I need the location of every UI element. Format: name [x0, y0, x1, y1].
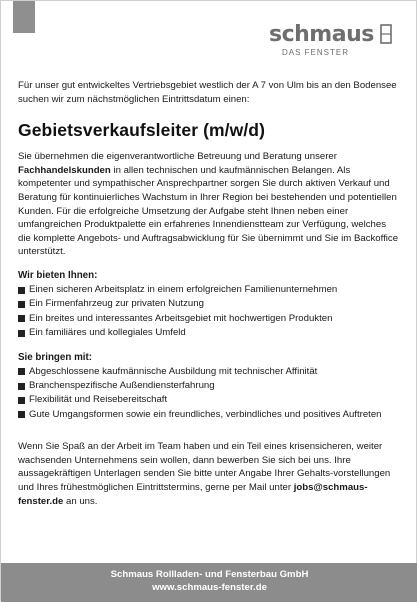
intro-text: Für unser gut entwickeltes Vertriebsgebiet westlich der A 7 von Ulm bis an den Bodensee suchen wir zum nächstmöglichen Eintrittsdatum einen:	[18, 80, 397, 105]
footer-company-name: Schmaus Rollladen- und Fensterbau GmbH	[110, 569, 309, 580]
square-bullet-icon	[18, 330, 25, 337]
offer-heading: Wir bieten Ihnen:	[18, 269, 98, 281]
requirements-heading: Sie bringen mit:	[18, 351, 93, 363]
logo-tagline: DAS FENSTER	[282, 48, 350, 57]
application-text	[18, 440, 401, 508]
footer-bar	[1, 563, 417, 602]
application-suffix: an uns.	[63, 495, 98, 507]
square-bullet-icon	[18, 411, 25, 418]
description-part-2: in allen technischen und kaufmännischen Belangen. Als kompetenter und sympathischer Ansprechpartner sorgen Sie durch aktiven Verkauf und Beratung für kontinuierliches Wachstum in Ihrer Region bei bestehenden und potentiellen Kunden. Für die erfolgreiche Umsetzung der Aufgabe steht Ihnen neben einer umfangreichen Produktpalette ein erfahrenes Innendienstteam zur Verfügung, welches die komplette Angebots- und Auftragsabwicklung für Sie übernimmt und Sie im Backoffice unterstützt.	[18, 164, 399, 258]
square-bullet-icon	[18, 368, 25, 375]
job-title: Gebietsverkaufsleiter (m/w/d)	[18, 120, 266, 141]
description-part-1: Sie übernehmen die eigenverantwortliche Betreuung und Beratung unserer	[18, 151, 337, 163]
square-bullet-icon	[18, 315, 25, 322]
list-item: Abgeschlossene kaufmännische Ausbildung mit technischer Affinität	[18, 365, 401, 379]
corner-accent-block	[13, 1, 35, 33]
footer-website-link[interactable]: www.schmaus-fenster.de	[152, 581, 267, 593]
logo-wordmark: schmaus	[269, 22, 374, 47]
square-bullet-icon	[18, 287, 25, 294]
square-bullet-icon	[18, 301, 25, 308]
offer-list	[18, 283, 401, 341]
list-item: Ein familiäres und kollegiales Umfeld	[18, 326, 401, 340]
square-bullet-icon	[18, 383, 25, 390]
job-description	[18, 150, 401, 259]
list-item: Ein Firmenfahrzeug zur privaten Nutzung	[18, 297, 401, 311]
list-item: Branchenspezifische Außendiensterfahrung	[18, 379, 401, 393]
company-logo	[269, 23, 399, 63]
requirements-list	[18, 365, 401, 423]
list-item: Gute Umgangsformen sowie ein freundliches, verbindliches und positives Auftreten	[18, 408, 401, 422]
list-item: Flexibilität und Reisebereitschaft	[18, 393, 401, 407]
list-item: Einen sicheren Arbeitsplatz in einem erfolgreichen Familienunternehmen	[18, 283, 401, 297]
window-frame-icon	[380, 24, 392, 44]
application-body: Wenn Sie Spaß an der Arbeit im Team haben und ein Teil eines krisensicheren, weiter wachsenden Unternehmens sein wollen, dann bewerben Sie sich bei uns. Ihre aussagekräftigen Unterlagen senden Sie bitte unter Angabe Ihrer Gehalts-vorstellungen und Ihres frühestmöglichen Eintrittstermins, gerne per Mail unter	[18, 441, 391, 493]
application-email-link[interactable]: jobs@schmaus-fenster.de	[18, 481, 368, 507]
description-highlight: Fachhandelskunden	[18, 164, 111, 176]
square-bullet-icon	[18, 397, 25, 404]
list-item: Ein breites und interessantes Arbeitsgebiet mit hochwertigen Produkten	[18, 312, 401, 326]
ad-content	[18, 79, 401, 508]
